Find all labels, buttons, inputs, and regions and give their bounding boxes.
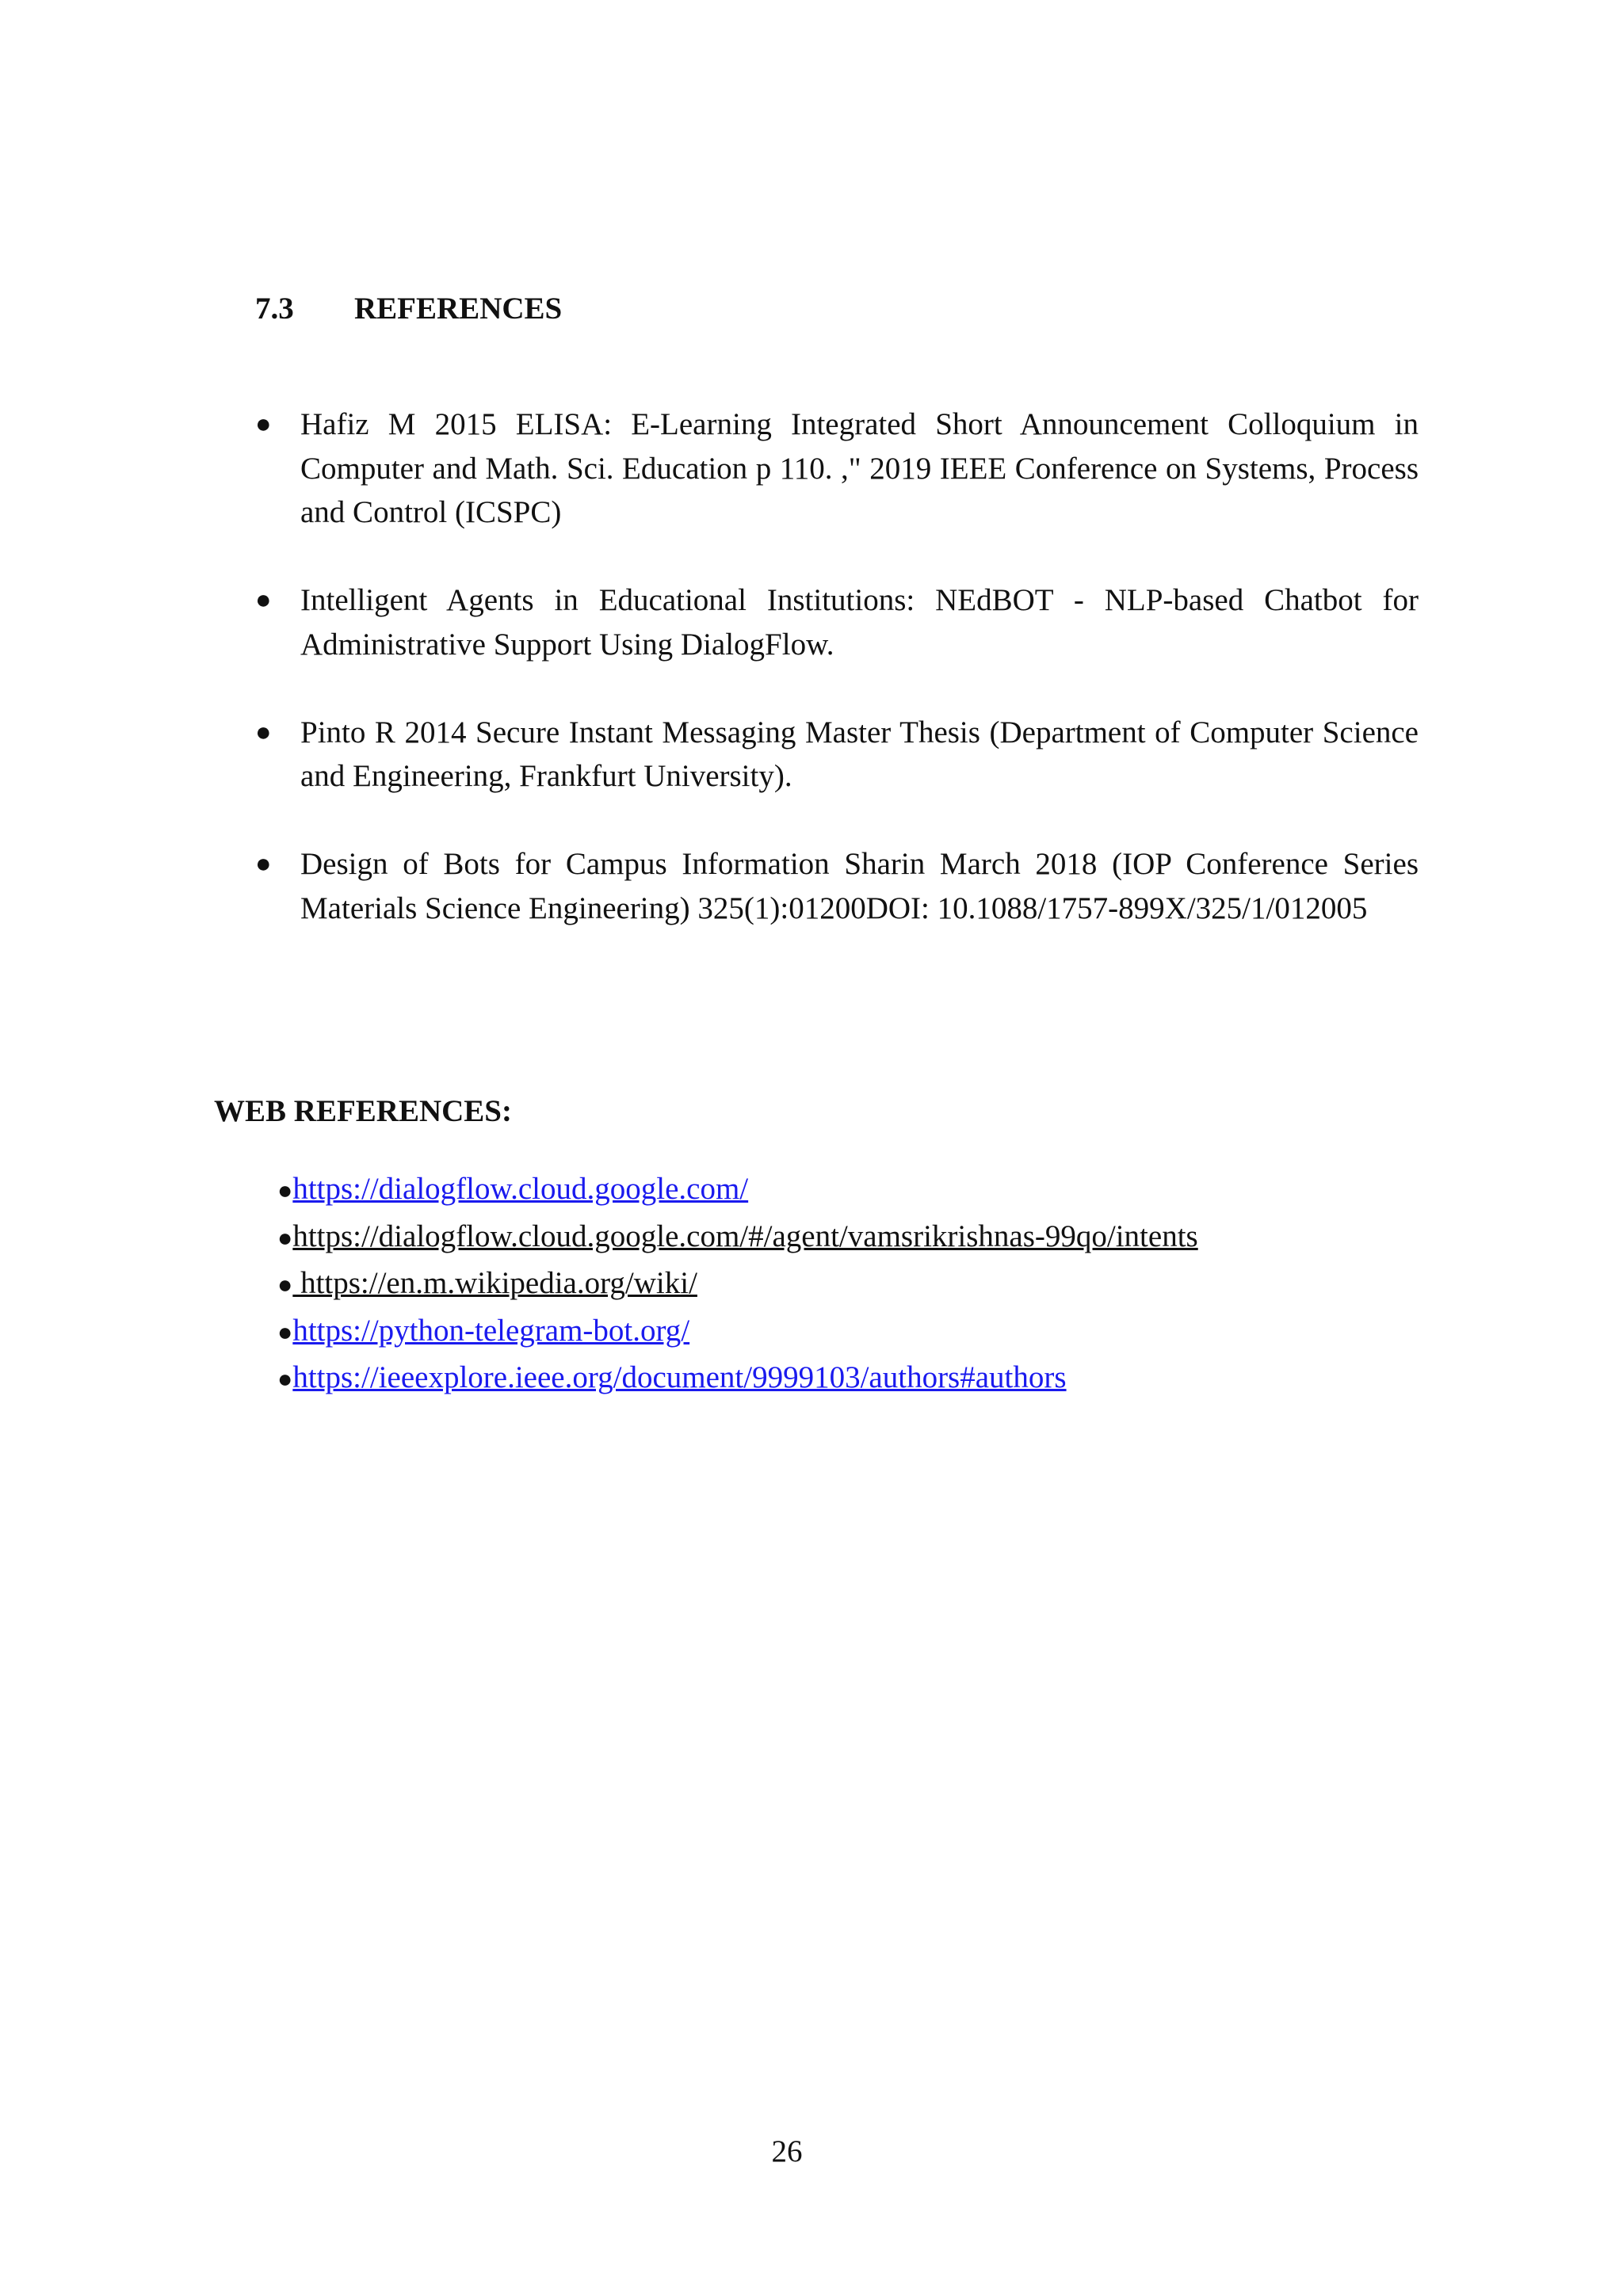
web-reference-item	[277, 1166, 1198, 1214]
web-reference-link[interactable]: https://ieeexplore.ieee.org/document/9999103/authors#authors	[292, 1360, 1067, 1394]
bullet-icon: ●	[255, 410, 272, 439]
bullet-icon: ●	[277, 1364, 293, 1393]
web-reference-list	[277, 1166, 1198, 1402]
reference-text: Intelligent Agents in Educational Institutions: NEdBOT - NLP-based Chatbot for Administrative Support Using DialogFlow.	[300, 583, 1419, 662]
web-reference-item	[277, 1261, 1198, 1308]
bullet-icon: ●	[277, 1270, 293, 1299]
web-reference-link[interactable]: https://dialogflow.cloud.google.com/#/agent/vamsrikrishnas-99qo/intents	[292, 1219, 1198, 1253]
bullet-icon: ●	[277, 1317, 293, 1346]
reference-item	[255, 711, 1419, 799]
web-reference-link[interactable]: https://python-telegram-bot.org/	[292, 1313, 690, 1348]
bullet-icon: ●	[277, 1222, 293, 1252]
reference-text: Pinto R 2014 Secure Instant Messaging Master Thesis (Department of Computer Science and Engineering, Frankfurt University).	[300, 715, 1419, 793]
page-number: 26	[771, 2134, 803, 2168]
web-reference-link[interactable]: https://dialogflow.cloud.google.com/	[292, 1172, 749, 1206]
web-reference-item	[277, 1308, 1198, 1356]
bullet-icon: ●	[255, 849, 272, 879]
reference-list	[255, 402, 1419, 974]
web-reference-link[interactable]: https://en.m.wikipedia.org/wiki/	[292, 1266, 697, 1300]
bullet-icon: ●	[277, 1176, 293, 1204]
web-reference-item	[277, 1214, 1198, 1261]
reference-text: Hafiz M 2015 ELISA: E-Learning Integrated Short Announcement Colloquium in Computer and Math. Sci. Education p 110. ," 2019 IEEE Conference on Systems, Process and Control (ICSPC)	[300, 407, 1419, 529]
reference-item	[255, 842, 1419, 930]
reference-item	[255, 402, 1419, 535]
bullet-icon: ●	[255, 585, 272, 615]
web-reference-item	[277, 1355, 1198, 1402]
section-number: 7.3	[255, 292, 294, 326]
section-heading	[255, 287, 562, 331]
reference-item	[255, 578, 1419, 666]
reference-text: Design of Bots for Campus Information Sharin March 2018 (IOP Conference Series Materials Science Engineering) 325(1):01200DOI: 10.1088/1757-899X/325/1/012005	[300, 847, 1419, 925]
bullet-icon: ●	[255, 717, 272, 747]
section-title: REFERENCES	[354, 292, 563, 326]
web-references-heading: WEB REFERENCES:	[214, 1094, 512, 1128]
